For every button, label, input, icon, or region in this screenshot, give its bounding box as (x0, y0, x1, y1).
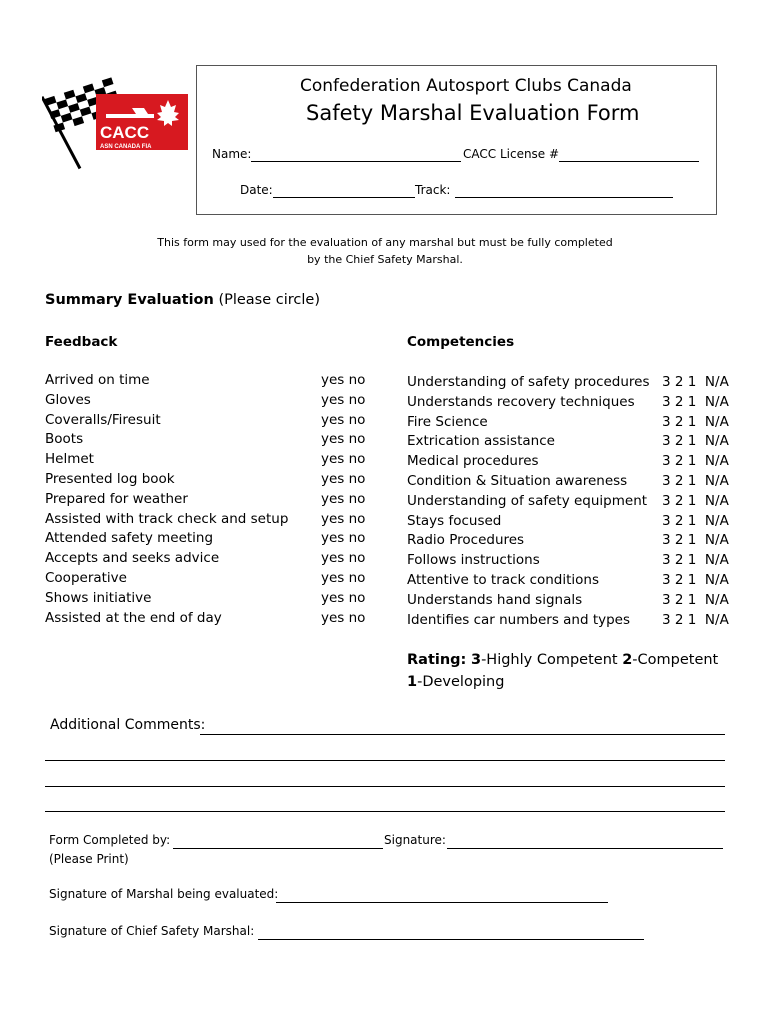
competency-rating-scale[interactable]: 3 2 1 N/A (662, 572, 729, 588)
rating-1-number: 1 (407, 674, 418, 690)
competency-rating-scale[interactable]: 3 2 1 N/A (662, 413, 729, 430)
competency-item-label: Understands hand signals (407, 591, 583, 608)
competency-rating-scale[interactable]: 3 2 1 N/A (662, 591, 729, 608)
competency-item-label: Condition & Situation awareness (407, 473, 628, 489)
instruction-line-2: by the Chief Safety Marshal. (307, 253, 463, 266)
feedback-yes-no-choice[interactable]: yes no (321, 471, 366, 487)
competency-rating-scale[interactable]: 3 2 1 N/A (662, 433, 729, 450)
feedback-yes-no-choice[interactable]: yes no (321, 510, 366, 527)
logo-subtext: ASN CANADA FIA (100, 144, 152, 150)
competency-item-label: Follows instructions (407, 552, 540, 569)
competency-item-label: Radio Procedures (407, 532, 525, 549)
feedback-item-label: Gloves (45, 391, 91, 408)
rating-1-text: -Developing (417, 674, 505, 690)
feedback-item-label: Shows initiative (45, 589, 152, 606)
cacc-logo (42, 70, 194, 170)
name-field[interactable] (251, 161, 461, 162)
feedback-yes-no-choice[interactable]: yes no (321, 530, 366, 547)
marshal-signature-field[interactable] (276, 902, 608, 903)
feedback-yes-no-choice[interactable]: yes no (321, 411, 366, 428)
feedback-item-label: Cooperative (45, 570, 127, 586)
feedback-item-label: Presented log book (45, 471, 175, 487)
competency-item-label: Identifies car numbers and types (407, 611, 631, 628)
feedback-item-label: Arrived on time (45, 372, 150, 388)
signature-field[interactable] (447, 848, 723, 849)
form-title: Safety Marshal Evaluation Form (306, 101, 640, 125)
rating-3-number: 3 (470, 652, 482, 668)
feedback-item-label: Attended safety meeting (45, 530, 214, 547)
feedback-yes-no-choice[interactable]: yes no (321, 570, 366, 586)
comments-line-3[interactable] (45, 786, 725, 787)
feedback-yes-no-choice[interactable]: yes no (321, 431, 366, 448)
rating-legend-line2 (407, 674, 504, 690)
comments-line-2[interactable] (45, 760, 725, 761)
chief-signature-label: Signature of Chief Safety Marshal: (49, 924, 255, 938)
competency-item-label: Fire Science (407, 413, 488, 430)
feedback-yes-no-choice[interactable]: yes no (321, 490, 366, 507)
competency-rating-scale[interactable]: 3 2 1 N/A (662, 374, 729, 390)
date-field[interactable] (273, 197, 415, 198)
competency-item-label: Understanding of safety procedures (407, 374, 650, 390)
competency-item-label: Understands recovery techniques (407, 393, 635, 410)
feedback-yes-no-choice[interactable]: yes no (321, 451, 366, 468)
date-label: Date: (240, 183, 273, 197)
competency-rating-scale[interactable]: 3 2 1 N/A (662, 532, 729, 549)
feedback-item-label: Assisted at the end of day (45, 609, 222, 626)
competencies-heading: Competencies (407, 334, 515, 350)
competency-item-label: Attentive to track conditions (407, 572, 600, 588)
track-field[interactable] (455, 197, 673, 198)
feedback-yes-no-choice[interactable]: yes no (321, 550, 366, 567)
feedback-item-label: Boots (45, 431, 84, 448)
feedback-item-label: Prepared for weather (45, 490, 188, 507)
competency-rating-scale[interactable]: 3 2 1 N/A (662, 473, 729, 489)
feedback-yes-no-choice[interactable]: yes no (321, 609, 366, 626)
license-field[interactable] (559, 161, 699, 162)
completed-by-label: Form Completed by: (49, 833, 171, 847)
competency-rating-scale[interactable]: 3 2 1 N/A (662, 492, 729, 509)
signature-label: Signature: (384, 833, 446, 847)
comments-line-1[interactable] (200, 734, 725, 735)
rating-2-number: 2 (622, 652, 633, 668)
feedback-item-label: Accepts and seeks advice (45, 550, 220, 567)
competency-rating-scale[interactable]: 3 2 1 N/A (662, 611, 729, 628)
logo-text: CACC (100, 123, 150, 142)
license-label: CACC License # (463, 147, 560, 161)
marshal-signature-label: Signature of Marshal being evaluated: (49, 887, 279, 901)
competency-rating-scale[interactable]: 3 2 1 N/A (662, 453, 729, 470)
feedback-yes-no-choice[interactable]: yes no (321, 589, 366, 606)
competency-rating-scale[interactable]: 3 2 1 N/A (662, 512, 729, 529)
competency-item-label: Medical procedures (407, 453, 539, 470)
competency-item-label: Understanding of safety equipment (407, 492, 648, 509)
rating-legend-line1 (407, 652, 718, 668)
name-label: Name: (212, 147, 252, 161)
competency-rating-scale[interactable]: 3 2 1 N/A (662, 393, 729, 410)
feedback-item-label: Assisted with track check and setup (45, 510, 289, 527)
competency-rating-scale[interactable]: 3 2 1 N/A (662, 552, 729, 569)
competency-item-label: Stays focused (407, 512, 502, 529)
feedback-item-label: Helmet (45, 451, 94, 468)
please-print-note: (Please Print) (49, 852, 129, 866)
rating-3-text: -Highly Competent (481, 652, 618, 668)
instruction-line-1: This form may used for the evaluation of any marshal but must be fully completed (157, 236, 613, 249)
rating-2-text: -Competent (632, 652, 719, 668)
comments-line-4[interactable] (45, 811, 725, 812)
summary-title: Summary Evaluation (45, 292, 214, 308)
feedback-heading: Feedback (45, 334, 118, 350)
rating-label: Rating: (407, 652, 467, 668)
feedback-yes-no-choice[interactable]: yes no (321, 391, 366, 408)
summary-heading (45, 292, 320, 308)
organization-name: Confederation Autosport Clubs Canada (300, 76, 632, 96)
feedback-item-label: Coveralls/Firesuit (45, 411, 161, 428)
comments-label: Additional Comments: (50, 717, 206, 733)
track-label: Track: (415, 183, 451, 197)
feedback-yes-no-choice[interactable]: yes no (321, 372, 366, 388)
competency-item-label: Extrication assistance (407, 433, 555, 450)
chief-signature-field[interactable] (258, 939, 644, 940)
completed-by-field[interactable] (173, 848, 383, 849)
summary-instruction: (Please circle) (218, 292, 320, 308)
